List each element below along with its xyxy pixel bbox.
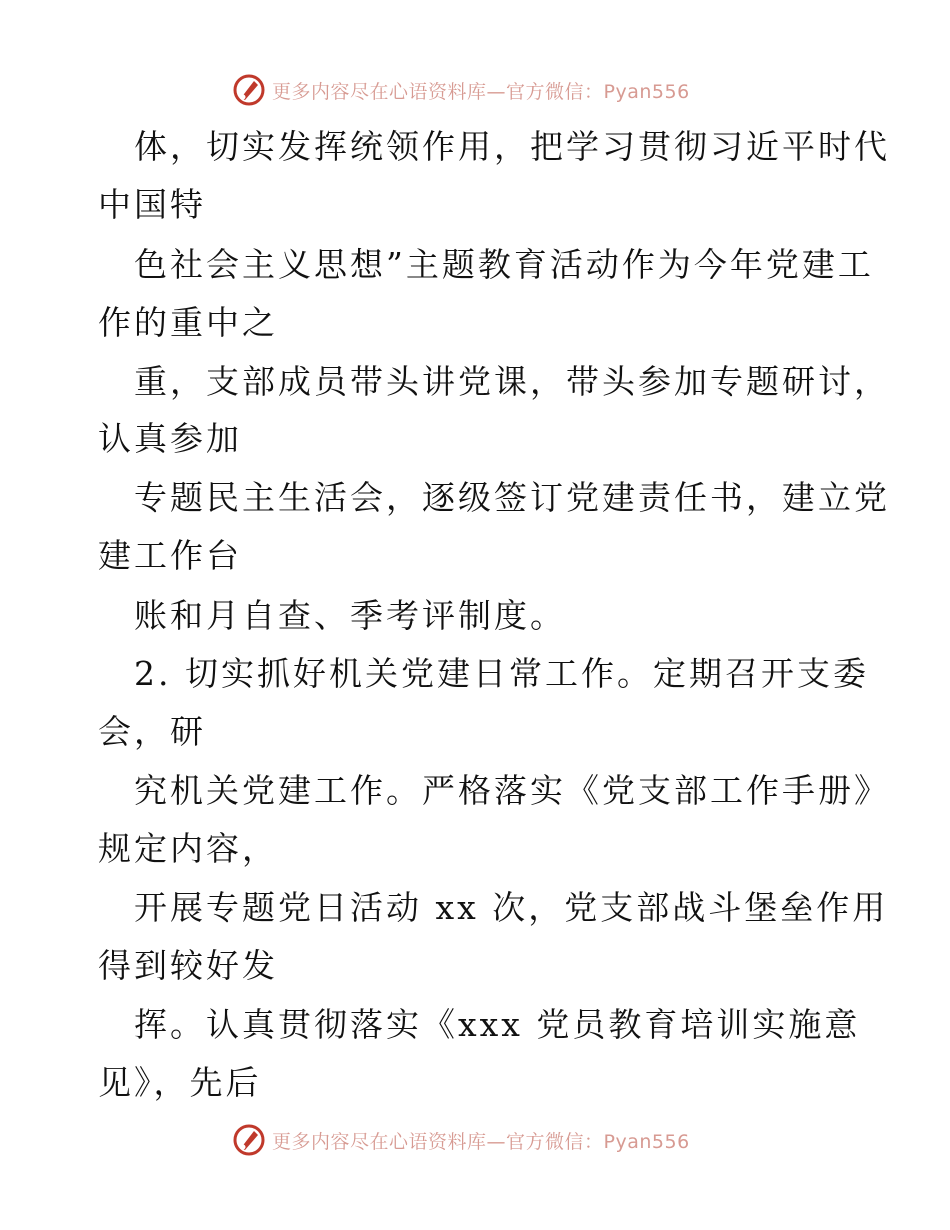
body-line: 得到较好发 (98, 946, 278, 985)
footer-banner-text: 更多内容尽在心语资料库—官方微信：Pyan556 (272, 1130, 690, 1153)
body-line: 开展专题党日活动 xx 次，党支部战斗堡垒作用 (134, 888, 889, 927)
body-line: 重，支部成员带头讲党课，带头参加专题研讨， (134, 362, 890, 401)
pen-nib-logo-icon (232, 1123, 266, 1157)
footer-banner (232, 1122, 690, 1158)
body-line: 建工作台 (98, 536, 242, 575)
body-line: 挥。认真贯彻落实《xxx 党员教育培训实施意 (134, 1005, 861, 1044)
body-line: 色社会主义思想”主题教育活动作为今年党建工 (134, 245, 874, 284)
body-line: 中国特 (98, 185, 206, 224)
body-line: 认真参加 (98, 419, 242, 458)
body-line: 账和月自查、季考评制度。 (134, 596, 566, 635)
body-line: 规定内容， (98, 829, 278, 868)
header-banner-text: 更多内容尽在心语资料库—官方微信：Pyan556 (272, 80, 690, 103)
body-line: 究机关党建工作。严格落实《党支部工作手册》 (134, 771, 890, 810)
header-banner (232, 72, 690, 108)
body-line: 作的重中之 (98, 303, 278, 342)
pen-nib-logo-icon (232, 73, 266, 107)
body-line: 专题民主生活会，逐级签订党建责任书，建立党 (134, 478, 890, 517)
body-line: 会，研 (98, 712, 206, 751)
body-line: 见》，先后 (98, 1063, 262, 1102)
body-line: 体，切实发挥统领作用，把学习贯彻习近平时代 (134, 127, 890, 166)
body-line: 2. 切实抓好机关党建日常工作。定期召开支委 (134, 654, 869, 693)
